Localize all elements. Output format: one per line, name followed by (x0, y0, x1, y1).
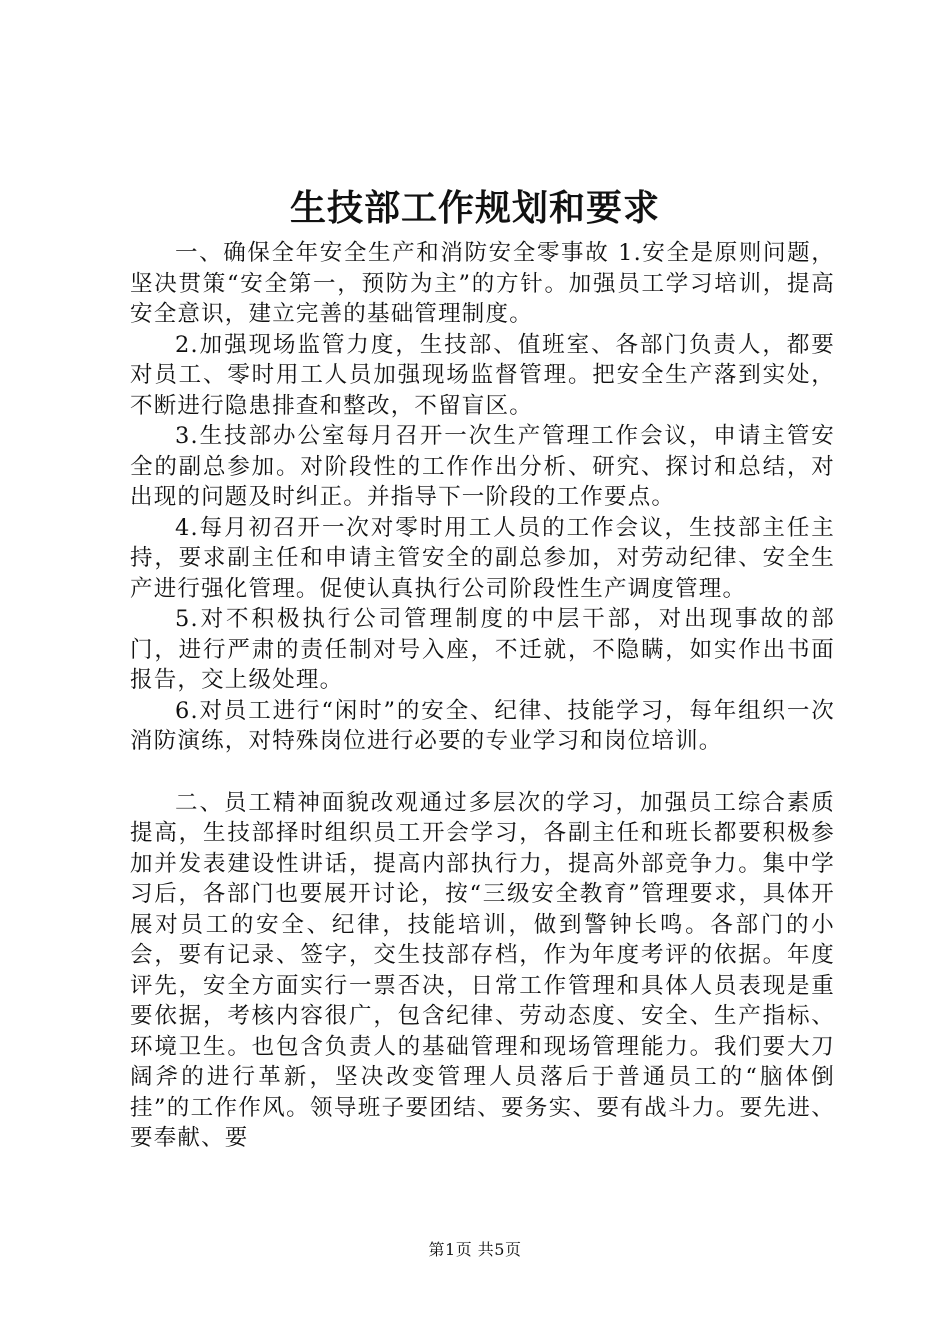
paragraph: 4.每月初召开一次对零时用工人员的工作会议，生技部主任主持，要求副主任和申请主管安全的副总参加，对劳动纪律、安全生产进行强化管理。促使认真执行公司阶段性生产调度管理。 (130, 514, 835, 602)
page-footer: 第1页 共5页 (428, 1240, 522, 1259)
paragraph: 一、确保全年安全生产和消防安全零事故 1.安全是原则问题，坚决贯策“安全第一，预防为主”的方针。加强员工学习培训，提高安全意识，建立完善的基础管理制度。 (130, 240, 835, 327)
section-spacer (130, 757, 835, 788)
paragraph: 5.对不积极执行公司管理制度的中层干部，对出现事故的部门，进行严肃的责任制对号入座，不迁就，不隐瞒，如实作出书面报告，交上级处理。 (130, 606, 835, 693)
paragraph: 3.生技部办公室每月召开一次生产管理工作会议，申请主管安全的副总参加。对阶段性的工作作出分析、研究、探讨和总结，对出现的问题及时纠正。并指导下一阶段的工作要点。 (130, 423, 835, 510)
document-body (130, 238, 835, 1154)
paragraph: 二、员工精神面貌改观通过多层次的学习，加强员工综合素质提高，生技部择时组织员工开会学习，各副主任和班长都要积极参加并发表建设性讲话，提高内部执行力，提高外部竞争力。集中学习后，各部门也要展开讨论，按“三级安全教育”管理要求，具体开展对员工的安全、纪律，技能培训，做到警钟长鸣。各部门的小会，要有记录、签字，交生技部存档，作为年度考评的依据。年度评先，安全方面实行一票否决，日常工作管理和具体人员表现是重要依据，考核内容很广，包含纪律、劳动态度、安全、生产指标、环境卫生。也包含负责人的基础管理和现场管理能力。我们要大刀阔斧的进行革新，坚决改变管理人员落后于普通员工的“脑体倒挂”的工作作风。领导班子要团结、要务实、要有战斗力。要先进、要奉献、要 (130, 789, 835, 1151)
document-title: 生技部工作规划和要求 (289, 187, 660, 229)
paragraph: 2.加强现场监管力度，生技部、值班室、各部门负责人，都要对员工、零时用工人员加强现场监督管理。把安全生产落到实处，不断进行隐患排查和整改，不留盲区。 (130, 331, 835, 419)
paragraph: 6.对员工进行“闲时”的安全、纪律、技能学习，每年组织一次消防演练，对特殊岗位进行必要的专业学习和岗位培训。 (130, 697, 835, 754)
